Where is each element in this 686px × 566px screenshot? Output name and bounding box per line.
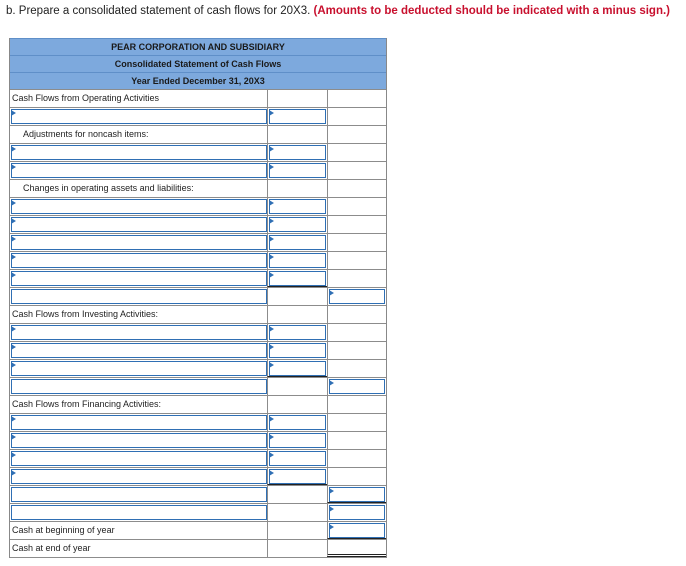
row-label-cell bbox=[10, 378, 267, 395]
instruction-prompt: b. Prepare a consolidated statement of cash flows for 20X3. bbox=[6, 5, 314, 17]
dropdown-arrow-icon bbox=[11, 434, 16, 440]
total-cell bbox=[327, 396, 386, 413]
amount-cell bbox=[267, 342, 327, 359]
total-cell bbox=[327, 504, 386, 521]
table-row bbox=[10, 287, 386, 305]
amount-input[interactable] bbox=[269, 343, 326, 358]
dropdown-arrow-icon bbox=[269, 218, 274, 224]
dropdown-arrow-icon bbox=[269, 434, 274, 440]
header-period: Year Ended December 31, 20X3 bbox=[10, 72, 386, 89]
amount-cell bbox=[267, 540, 327, 557]
total-cell bbox=[327, 360, 386, 377]
amount-input[interactable] bbox=[269, 325, 326, 340]
total-cell bbox=[327, 306, 386, 323]
statement-rows bbox=[10, 89, 386, 558]
line-item-input[interactable] bbox=[11, 343, 267, 358]
dropdown-arrow-icon bbox=[269, 146, 274, 152]
table-row bbox=[10, 269, 386, 287]
amount-cell bbox=[267, 504, 327, 521]
amount-cell bbox=[267, 486, 327, 503]
row-label-cell bbox=[10, 252, 267, 269]
amount-cell bbox=[267, 378, 327, 395]
total-cell bbox=[327, 342, 386, 359]
dropdown-arrow-icon bbox=[269, 416, 274, 422]
total-cell bbox=[327, 270, 386, 287]
amount-input[interactable] bbox=[269, 199, 326, 214]
row-label-cell bbox=[10, 126, 267, 143]
line-item-input[interactable] bbox=[11, 109, 267, 124]
dropdown-arrow-icon bbox=[269, 452, 274, 458]
row-label-cell bbox=[10, 288, 267, 305]
row-label-cell bbox=[10, 198, 267, 215]
total-cell bbox=[327, 162, 386, 179]
header-company-name: PEAR CORPORATION AND SUBSIDIARY bbox=[10, 38, 386, 55]
table-row bbox=[10, 89, 386, 107]
amount-input[interactable] bbox=[269, 217, 326, 232]
table-row bbox=[10, 467, 386, 485]
dropdown-arrow-icon bbox=[329, 506, 334, 512]
table-row bbox=[10, 521, 386, 539]
total-cell bbox=[327, 486, 386, 503]
dropdown-arrow-icon bbox=[11, 452, 16, 458]
table-row bbox=[10, 323, 386, 341]
row-label: Cash at end of year bbox=[12, 543, 91, 553]
amount-input[interactable] bbox=[269, 235, 326, 250]
total-cell bbox=[327, 468, 386, 485]
dropdown-arrow-icon bbox=[11, 200, 16, 206]
line-item-input[interactable] bbox=[11, 451, 267, 466]
amount-input[interactable] bbox=[269, 433, 326, 448]
amount-cell bbox=[267, 270, 327, 287]
line-item-input[interactable] bbox=[11, 325, 267, 340]
total-input[interactable] bbox=[329, 379, 385, 394]
table-row bbox=[10, 233, 386, 251]
total-cell bbox=[327, 540, 386, 557]
total-cell bbox=[327, 324, 386, 341]
row-label-cell bbox=[10, 486, 267, 503]
amount-cell bbox=[267, 144, 327, 161]
row-label-cell bbox=[10, 216, 267, 233]
table-row bbox=[10, 485, 386, 503]
row-label: Cash Flows from Investing Activities: bbox=[12, 309, 159, 319]
total-cell bbox=[327, 108, 386, 125]
table-row bbox=[10, 251, 386, 269]
total-cell bbox=[327, 522, 386, 539]
row-label-cell bbox=[10, 162, 267, 179]
dropdown-arrow-icon bbox=[329, 380, 334, 386]
amount-cell bbox=[267, 162, 327, 179]
table-row bbox=[10, 197, 386, 215]
table-row bbox=[10, 503, 386, 521]
amount-input[interactable] bbox=[269, 361, 326, 376]
table-row bbox=[10, 341, 386, 359]
total-cell bbox=[327, 432, 386, 449]
amount-cell bbox=[267, 180, 327, 197]
amount-input[interactable] bbox=[269, 469, 326, 484]
amount-cell bbox=[267, 198, 327, 215]
table-row bbox=[10, 449, 386, 467]
dropdown-arrow-icon bbox=[269, 200, 274, 206]
table-row bbox=[10, 305, 386, 323]
dropdown-arrow-icon bbox=[269, 272, 274, 278]
total-cell bbox=[327, 216, 386, 233]
amount-cell bbox=[267, 108, 327, 125]
line-item-input[interactable] bbox=[11, 379, 267, 394]
amount-cell bbox=[267, 216, 327, 233]
amount-input[interactable] bbox=[269, 145, 326, 160]
row-label-cell bbox=[10, 360, 267, 377]
line-item-input[interactable] bbox=[11, 163, 267, 178]
total-cell bbox=[327, 288, 386, 305]
dropdown-arrow-icon bbox=[269, 344, 274, 350]
dropdown-arrow-icon bbox=[269, 164, 274, 170]
table-row bbox=[10, 431, 386, 449]
row-label-cell bbox=[10, 90, 267, 107]
line-item-input[interactable] bbox=[11, 433, 267, 448]
line-item-input[interactable] bbox=[11, 271, 267, 286]
row-label-cell bbox=[10, 432, 267, 449]
total-input[interactable] bbox=[329, 289, 385, 304]
line-item-input[interactable] bbox=[11, 361, 267, 376]
total-input[interactable] bbox=[329, 505, 385, 520]
line-item-input[interactable] bbox=[11, 289, 267, 304]
amount-input[interactable] bbox=[269, 451, 326, 466]
line-item-input[interactable] bbox=[11, 469, 267, 484]
dropdown-arrow-icon bbox=[11, 344, 16, 350]
amount-cell bbox=[267, 360, 327, 377]
dropdown-arrow-icon bbox=[11, 146, 16, 152]
line-item-input[interactable] bbox=[11, 199, 267, 214]
line-item-input[interactable] bbox=[11, 145, 267, 160]
row-label-cell bbox=[10, 540, 267, 557]
total-cell bbox=[327, 252, 386, 269]
row-label-cell bbox=[10, 144, 267, 161]
amount-cell bbox=[267, 306, 327, 323]
dropdown-arrow-icon bbox=[269, 110, 274, 116]
total-cell bbox=[327, 126, 386, 143]
cash-flow-statement-table bbox=[9, 38, 387, 558]
row-label-cell bbox=[10, 180, 267, 197]
line-item-input[interactable] bbox=[11, 217, 267, 232]
total-cell bbox=[327, 378, 386, 395]
dropdown-arrow-icon bbox=[11, 362, 16, 368]
table-row bbox=[10, 395, 386, 413]
row-label-cell bbox=[10, 342, 267, 359]
dropdown-arrow-icon bbox=[11, 254, 16, 260]
dropdown-arrow-icon bbox=[269, 254, 274, 260]
row-label-cell bbox=[10, 270, 267, 287]
row-label-cell bbox=[10, 396, 267, 413]
total-cell bbox=[327, 180, 386, 197]
line-item-input[interactable] bbox=[11, 415, 267, 430]
dropdown-arrow-icon bbox=[11, 470, 16, 476]
total-cell bbox=[327, 90, 386, 107]
instruction-emphasis: (Amounts to be deducted should be indicated with a minus sign.) bbox=[313, 5, 670, 17]
total-input[interactable] bbox=[329, 487, 385, 502]
row-label: Changes in operating assets and liabilities: bbox=[23, 183, 194, 193]
row-label-cell bbox=[10, 108, 267, 125]
total-cell bbox=[327, 144, 386, 161]
dropdown-arrow-icon bbox=[269, 326, 274, 332]
table-row bbox=[10, 377, 386, 395]
amount-cell bbox=[267, 288, 327, 305]
row-label-cell bbox=[10, 306, 267, 323]
row-label-cell bbox=[10, 504, 267, 521]
table-row bbox=[10, 359, 386, 377]
table-row bbox=[10, 125, 386, 143]
row-label: Cash Flows from Financing Activities: bbox=[12, 399, 162, 409]
total-cell bbox=[327, 234, 386, 251]
amount-cell bbox=[267, 90, 327, 107]
amount-input[interactable] bbox=[269, 109, 326, 124]
dropdown-arrow-icon bbox=[11, 326, 16, 332]
dropdown-arrow-icon bbox=[11, 236, 16, 242]
table-row bbox=[10, 215, 386, 233]
table-row bbox=[10, 161, 386, 179]
amount-cell bbox=[267, 396, 327, 413]
dropdown-arrow-icon bbox=[11, 218, 16, 224]
dropdown-arrow-icon bbox=[11, 272, 16, 278]
table-row bbox=[10, 179, 386, 197]
amount-cell bbox=[267, 432, 327, 449]
line-item-input[interactable] bbox=[11, 253, 267, 268]
header-statement-title: Consolidated Statement of Cash Flows bbox=[10, 55, 386, 72]
row-label-cell bbox=[10, 450, 267, 467]
amount-cell bbox=[267, 126, 327, 143]
dropdown-arrow-icon bbox=[329, 524, 334, 530]
total-input[interactable] bbox=[329, 523, 385, 538]
line-item-input[interactable] bbox=[11, 505, 267, 520]
amount-cell bbox=[267, 414, 327, 431]
table-row bbox=[10, 143, 386, 161]
amount-input[interactable] bbox=[269, 415, 326, 430]
row-label-cell bbox=[10, 414, 267, 431]
dropdown-arrow-icon bbox=[11, 110, 16, 116]
amount-cell bbox=[267, 450, 327, 467]
row-label-cell bbox=[10, 522, 267, 539]
dropdown-arrow-icon bbox=[269, 470, 274, 476]
amount-cell bbox=[267, 324, 327, 341]
row-label: Cash Flows from Operating Activities bbox=[12, 93, 160, 103]
dropdown-arrow-icon bbox=[11, 416, 16, 422]
instruction-text bbox=[6, 5, 670, 17]
row-label-cell bbox=[10, 234, 267, 251]
total-cell bbox=[327, 414, 386, 431]
dropdown-arrow-icon bbox=[269, 362, 274, 368]
total-cell bbox=[327, 198, 386, 215]
table-row bbox=[10, 539, 386, 558]
table-row bbox=[10, 413, 386, 431]
amount-input[interactable] bbox=[269, 271, 326, 286]
amount-input[interactable] bbox=[269, 163, 326, 178]
amount-input[interactable] bbox=[269, 253, 326, 268]
row-label-cell bbox=[10, 468, 267, 485]
row-label: Adjustments for noncash items: bbox=[23, 129, 149, 139]
dropdown-arrow-icon bbox=[269, 236, 274, 242]
dropdown-arrow-icon bbox=[329, 488, 334, 494]
line-item-input[interactable] bbox=[11, 235, 267, 250]
line-item-input[interactable] bbox=[11, 487, 267, 502]
amount-cell bbox=[267, 522, 327, 539]
dropdown-arrow-icon bbox=[11, 164, 16, 170]
amount-cell bbox=[267, 468, 327, 485]
total-cell bbox=[327, 450, 386, 467]
dropdown-arrow-icon bbox=[329, 290, 334, 296]
row-label-cell bbox=[10, 324, 267, 341]
amount-cell bbox=[267, 252, 327, 269]
table-row bbox=[10, 107, 386, 125]
row-label: Cash at beginning of year bbox=[12, 525, 115, 535]
amount-cell bbox=[267, 234, 327, 251]
